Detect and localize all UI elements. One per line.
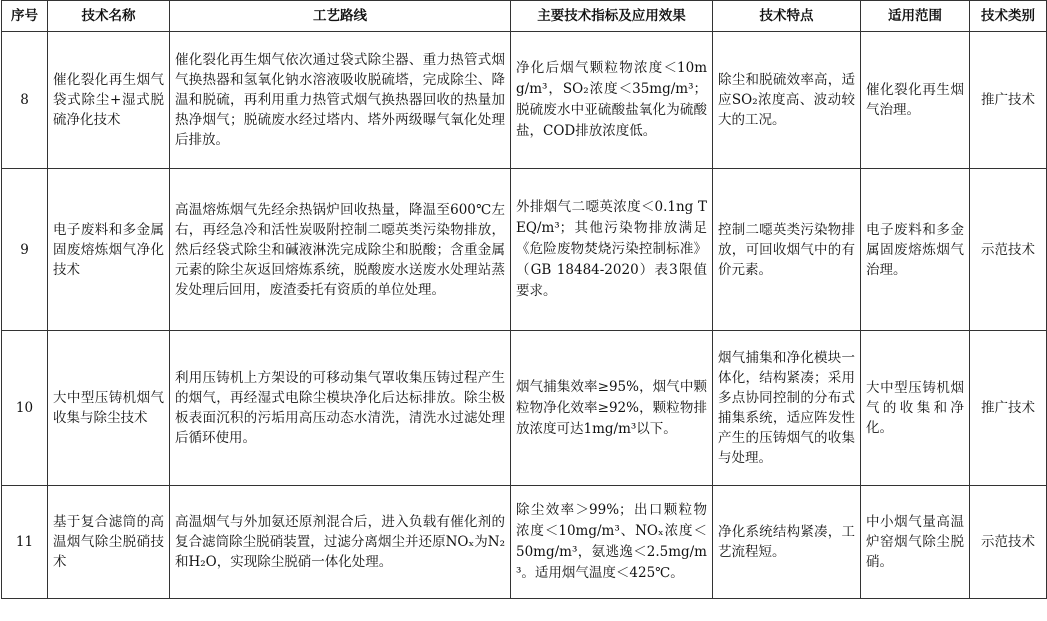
header-category: 技术类别 [970,1,1047,32]
cell-process: 高温烟气与外加氨还原剂混合后，进入负载有催化剂的复合滤筒除尘脱硝装置，过滤分离烟尘并还原NOₓ为N₂和H₂O，实现除尘脱硝一体化处理。 [170,486,511,599]
cell-features: 除尘和脱硫效率高，适应SO₂浓度高、波动较大的工况。 [713,32,861,169]
cell-name: 大中型压铸机烟气收集与除尘技术 [48,331,170,486]
cell-features: 烟气捕集和净化模块一体化，结构紧凑；采用多点协同控制的分布式捕集系统，适应阵发性产生的压铸烟气的收集与处理。 [713,331,861,486]
cell-scope: 大中型压铸机烟气的收集和净化。 [861,331,970,486]
cell-no: 8 [2,32,48,169]
header-name: 技术名称 [48,1,170,32]
cell-no: 11 [2,486,48,599]
header-process: 工艺路线 [170,1,511,32]
cell-name: 基于复合滤筒的高温烟气除尘脱硝技术 [48,486,170,599]
technology-table [1,0,1047,599]
cell-features: 净化系统结构紧凑，工艺流程短。 [713,486,861,599]
cell-indicators: 烟气捕集效率≥95%，烟气中颗粒物净化效率≥92%，颗粒物排放浓度可达1mg/m³以下。 [511,331,713,486]
table-row [2,486,1047,599]
cell-no: 9 [2,169,48,331]
cell-category: 示范技术 [970,169,1047,331]
header-scope: 适用范围 [861,1,970,32]
cell-indicators: 净化后烟气颗粒物浓度＜10mg/m³，SO₂浓度＜35mg/m³；脱硫废水中亚硫酸盐氧化为硫酸盐，COD排放浓度低。 [511,32,713,169]
cell-process: 催化裂化再生烟气依次通过袋式除尘器、重力热管式烟气换热器和氢氧化钠水溶液吸收脱硫塔，完成除尘、降温和脱硫，再利用重力热管式烟气换热器回收的热量加热净烟气；脱硫废水经过塔内、塔外两级曝气氧化处理后排放。 [170,32,511,169]
cell-no: 10 [2,331,48,486]
cell-category: 示范技术 [970,486,1047,599]
table-row [2,32,1047,169]
cell-scope: 中小烟气量高温炉窑烟气除尘脱硝。 [861,486,970,599]
cell-features: 控制二噁英类污染物排放，可回收烟气中的有价元素。 [713,169,861,331]
cell-scope: 电子废料和多金属固废熔炼烟气治理。 [861,169,970,331]
cell-scope: 催化裂化再生烟气治理。 [861,32,970,169]
cell-process: 高温熔炼烟气先经余热锅炉回收热量，降温至600℃左右，再经急冷和活性炭吸附控制二噁英类污染物排放，然后经袋式除尘和碱液淋洗完成除尘和脱酸；含重金属元素的除尘灰返回熔炼系统，脱酸废水送废水处理站蒸发处理后回用，废渣委托有资质的单位处理。 [170,169,511,331]
cell-process: 利用压铸机上方架设的可移动集气罩收集压铸过程产生的烟气，再经湿式电除尘模块净化后达标排放。除尘极板表面沉积的污垢用高压动态水清洗，清洗水过滤处理后循环使用。 [170,331,511,486]
header-indicators: 主要技术指标及应用效果 [511,1,713,32]
table-row [2,169,1047,331]
header-row [2,1,1047,32]
cell-name: 电子废料和多金属固废熔炼烟气净化技术 [48,169,170,331]
header-features: 技术特点 [713,1,861,32]
header-no: 序号 [2,1,48,32]
cell-category: 推广技术 [970,32,1047,169]
cell-indicators: 除尘效率＞99%；出口颗粒物浓度＜10mg/m³、NOₓ浓度＜50mg/m³，氨逃逸＜2.5mg/m³。适用烟气温度＜425℃。 [511,486,713,599]
table-row [2,331,1047,486]
cell-name: 催化裂化再生烟气袋式除尘+湿式脱硫净化技术 [48,32,170,169]
cell-category: 推广技术 [970,331,1047,486]
cell-indicators: 外排烟气二噁英浓度＜0.1ng TEQ/m³；其他污染物排放满足《危险废物焚烧污染控制标准》（GB 18484-2020）表3限值要求。 [511,169,713,331]
